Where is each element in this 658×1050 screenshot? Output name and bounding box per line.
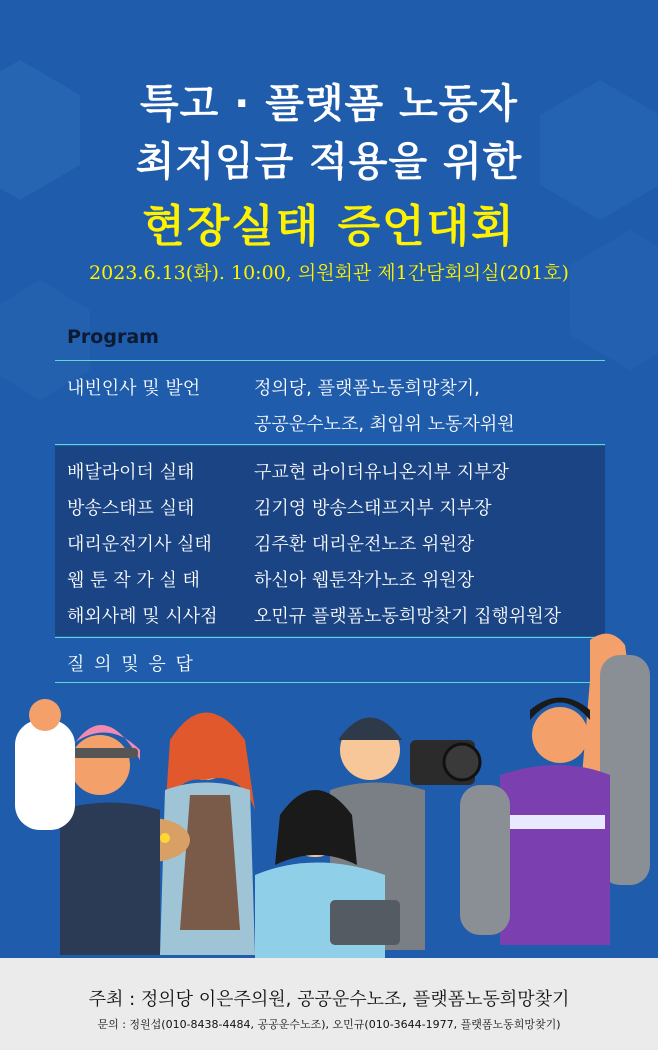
workers-group-illustration xyxy=(0,600,658,958)
divider xyxy=(55,360,605,361)
program-item-label: 배달라이더 실태 xyxy=(67,462,195,483)
program-item-speaker: 김주환 대리운전노조 위원장 xyxy=(254,534,475,555)
program-item-label: 웹 툰 작 가 실 태 xyxy=(67,570,200,591)
program-item-label: 방송스태프 실태 xyxy=(67,498,195,519)
host-info: 주최 : 정의당 이은주의원, 공공운수노조, 플랫폼노동희망찾기 xyxy=(88,989,570,1010)
opening-speaker-line1: 정의당, 플랫폼노동희망찾기, xyxy=(254,378,480,399)
program-item-speaker: 오민규 플랫폼노동희망찾기 집행위원장 xyxy=(254,606,562,627)
program-label: Program xyxy=(67,326,159,348)
opening-speaker-line2: 공공운수노조, 최임위 노동자위원 xyxy=(254,414,515,435)
program-item-speaker: 하신아 웹툰작가노조 위원장 xyxy=(254,570,475,591)
title-line-1: 특고 · 플랫폼 노동자 xyxy=(139,81,519,127)
program-item-speaker: 구교현 라이더유니온지부 지부장 xyxy=(254,462,509,483)
contact-info: 문의 : 정원섭(010-8438-4484, 공공운수노조), 오민규(010-3644-1977, 플랫폼노동희망찾기) xyxy=(97,1018,561,1031)
program-item-label: 대리운전기사 실태 xyxy=(67,534,212,555)
title-line-3: 현장실태 증언대회 xyxy=(142,201,516,252)
program-item-speaker: 김기영 방송스태프지부 지부장 xyxy=(254,498,492,519)
qa-label: 질 의 및 응 답 xyxy=(67,654,195,675)
date-venue: 2023.6.13(화). 10:00, 의원회관 제1간담회의실(201호) xyxy=(89,262,569,284)
title-line-2: 최저임금 적용을 위한 xyxy=(135,139,523,185)
opening-label: 내빈인사 및 발언 xyxy=(67,378,201,399)
divider xyxy=(55,444,605,445)
program-item-label: 해외사례 및 시사점 xyxy=(67,606,218,627)
